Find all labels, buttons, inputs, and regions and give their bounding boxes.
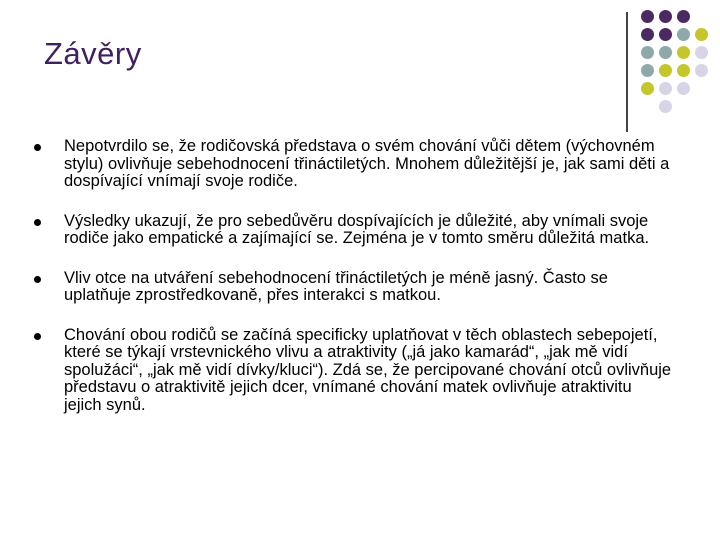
decorative-dot (659, 82, 672, 95)
bullet-item (32, 327, 672, 415)
decorative-dot (695, 28, 708, 41)
decorative-dot (659, 28, 672, 41)
bullet-text: Výsledky ukazují, že pro sebedůvěru dospívajících je důležité, aby vnímali svoje rodiče jako empatické a zajímající se. Zejména je v tomto směru důležitá matka. (64, 211, 650, 247)
decorative-vertical-line (626, 12, 628, 132)
bullet-dot-icon (34, 333, 41, 340)
bullet-text: Chování obou rodičů se začíná specificky uplatňovat v těch oblastech sebepojetí, které se týkají vrstevnického vlivu a atraktivity („já jako kamarád“, „jak mě vidí spolužáci“, „jak mě vidí dívky/kluci“). Zdá se, že percipované chování otců ovlivňuje představu o atraktivitě jejich dcer, vnímané chování matek ovlivňuje atraktivitu jejich synů. (64, 325, 672, 414)
decorative-dot (677, 28, 690, 41)
bullet-item (32, 270, 672, 305)
decorative-dot (677, 46, 690, 59)
bullet-item (32, 213, 672, 248)
decorative-dot-grid (641, 10, 720, 120)
bullet-dot-icon (34, 276, 41, 283)
bullet-item (32, 138, 672, 191)
bullet-dot-icon (34, 144, 41, 151)
decorative-dot (641, 46, 654, 59)
decorative-dot (659, 100, 672, 113)
decorative-dot (641, 10, 654, 23)
decorative-dot (659, 46, 672, 59)
decorative-dot (641, 28, 654, 41)
bullet-list (32, 138, 672, 436)
decorative-dot (677, 82, 690, 95)
slide-title: Závěry (44, 36, 142, 71)
decorative-dot (659, 10, 672, 23)
decorative-dot (677, 64, 690, 77)
bullet-dot-icon (34, 219, 41, 226)
bullet-text: Vliv otce na utváření sebehodnocení třináctiletých je méně jasný. Často se uplatňuje zprostředkovaně, přes interakci s matkou. (64, 268, 608, 304)
decorative-dot (641, 64, 654, 77)
decorative-dot (695, 64, 708, 77)
decorative-dot (641, 82, 654, 95)
decorative-dot (659, 64, 672, 77)
decorative-dot (695, 46, 708, 59)
decorative-dot (677, 10, 690, 23)
bullet-text: Nepotvrdilo se, že rodičovská představa o svém chování vůči dětem (výchovném stylu) ovlivňuje sebehodnocení třináctiletých. Mnohem důležitější je, jak sami děti a dospívající vnímají svoje rodiče. (64, 137, 670, 190)
